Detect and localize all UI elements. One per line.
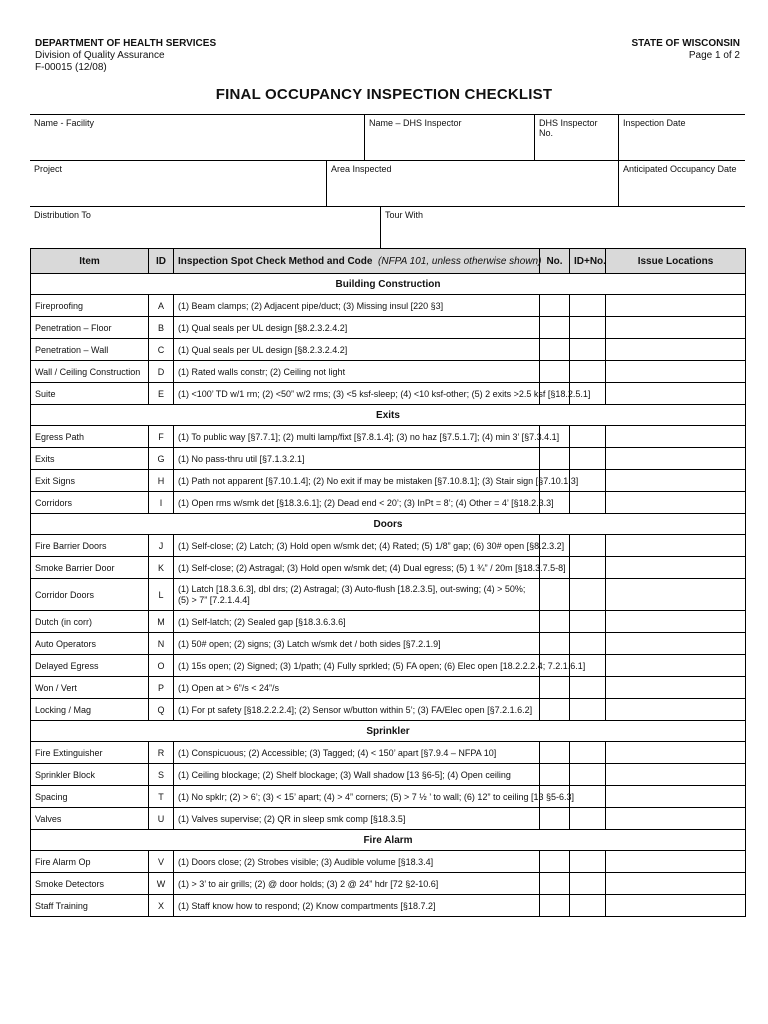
issue-locations-entry-cell[interactable] (606, 851, 746, 873)
table-row (31, 448, 746, 470)
method-cell: (1) Valves supervise; (2) QR in sleep smk comp [§18.3.5] (174, 808, 540, 830)
id-no-entry-cell[interactable] (570, 492, 606, 514)
table-row (31, 611, 746, 633)
method-cell: (1) Latch [18.3.6.3], dbl drs; (2) Astragal; (3) Auto-flush [18.2.3.5], out-swing; (4) > 50%; (5) > 7” [7.2.1.4.4] (174, 579, 540, 611)
id-cell: J (149, 535, 174, 557)
id-cell: S (149, 764, 174, 786)
id-column-header: ID (149, 249, 174, 274)
inspection-date-label: Inspection Date (623, 118, 686, 128)
item-cell: Suite (31, 383, 149, 405)
id-no-entry-cell[interactable] (570, 895, 606, 917)
issue-locations-entry-cell[interactable] (606, 655, 746, 677)
id-cell: X (149, 895, 174, 917)
area-inspected-label: Area Inspected (331, 164, 392, 174)
id-cell: G (149, 448, 174, 470)
method-cell: (1) Self-close; (2) Astragal; (3) Hold open w/smk det; (4) Dual egress; (5) 1 ¾” / 20m [§18.3.7.5-8] (174, 557, 540, 579)
facility-name-field[interactable] (30, 115, 364, 160)
id-no-entry-cell[interactable] (570, 873, 606, 895)
id-cell: B (149, 317, 174, 339)
id-cell: O (149, 655, 174, 677)
table-row (31, 535, 746, 557)
issue-locations-column-header: Issue Locations (606, 249, 746, 274)
no-entry-cell[interactable] (540, 764, 570, 786)
inspection-date-field[interactable] (618, 115, 745, 160)
table-row (31, 895, 746, 917)
method-cell: (1) Qual seals per UL design [§8.2.3.2.4.2] (174, 339, 540, 361)
id-no-entry-cell[interactable] (570, 764, 606, 786)
item-cell: Penetration – Floor (31, 317, 149, 339)
method-cell: (1) Rated walls constr; (2) Ceiling not light (174, 361, 540, 383)
item-cell: Staff Training (31, 895, 149, 917)
id-cell: P (149, 677, 174, 699)
table-row (31, 361, 746, 383)
id-no-entry-cell[interactable] (570, 742, 606, 764)
inspection-checklist-table (30, 248, 746, 917)
method-cell: (1) No pass-thru util [§7.1.3.2.1] (174, 448, 540, 470)
method-cell: (1) Self-latch; (2) Sealed gap [§18.3.6.3.6] (174, 611, 540, 633)
section-title: Exits (31, 405, 746, 426)
occupancy-date-label: Anticipated Occupancy Date (623, 164, 737, 174)
method-header-note: (NFPA 101, unless otherwise shown) (378, 255, 542, 267)
form-title: FINAL OCCUPANCY INSPECTION CHECKLIST (215, 86, 553, 103)
method-column-header (174, 249, 540, 274)
id-cell: K (149, 557, 174, 579)
dhs-inspector-name-label: Name – DHS Inspector (369, 118, 462, 128)
id-cell: Q (149, 699, 174, 721)
table-row (31, 383, 746, 405)
id-cell: R (149, 742, 174, 764)
id-no-entry-cell[interactable] (570, 851, 606, 873)
project-field[interactable] (30, 161, 326, 206)
item-cell: Valves (31, 808, 149, 830)
id-no-entry-cell[interactable] (570, 677, 606, 699)
item-cell: Locking / Mag (31, 699, 149, 721)
table-row (31, 764, 746, 786)
department-name: DEPARTMENT OF HEALTH SERVICES (35, 38, 217, 49)
method-cell: (1) Staff know how to respond; (2) Know compartments [§18.7.2] (174, 895, 540, 917)
id-cell: E (149, 383, 174, 405)
id-cell: F (149, 426, 174, 448)
dhs-inspector-name-field[interactable] (364, 115, 534, 160)
item-cell: Fire Alarm Op (31, 851, 149, 873)
field-row-1 (30, 114, 745, 160)
issue-locations-entry-cell[interactable] (606, 448, 746, 470)
method-cell: (1) Open at > 6”/s < 24”/s (174, 677, 540, 699)
issue-locations-entry-cell[interactable] (606, 742, 746, 764)
state-header (631, 38, 740, 62)
id-cell: D (149, 361, 174, 383)
item-cell: Fireproofing (31, 295, 149, 317)
section-header-row (31, 274, 746, 295)
table-row (31, 557, 746, 579)
method-cell: (1) Conspicuous; (2) Accessible; (3) Tagged; (4) < 150’ apart [§7.9.4 – NFPA 10] (174, 742, 540, 764)
item-cell: Auto Operators (31, 633, 149, 655)
method-cell: (1) No spklr; (2) > 6’; (3) < 15’ apart; (4) > 4” corners; (5) > 7 ½ ’ to wall; (6) 12” to ceiling [13 §5-6.3] (174, 786, 540, 808)
no-entry-cell[interactable] (540, 851, 570, 873)
item-cell: Exits (31, 448, 149, 470)
item-column-header: Item (31, 249, 149, 274)
table-header-row (31, 249, 746, 274)
no-entry-cell[interactable] (540, 699, 570, 721)
tour-with-field[interactable] (380, 207, 745, 251)
state-name: STATE OF WISCONSIN (631, 38, 740, 49)
item-cell: Exit Signs (31, 470, 149, 492)
id-no-entry-cell[interactable] (570, 808, 606, 830)
no-entry-cell[interactable] (540, 295, 570, 317)
table-row (31, 426, 746, 448)
issue-locations-entry-cell[interactable] (606, 361, 746, 383)
item-cell: Egress Path (31, 426, 149, 448)
table-row (31, 699, 746, 721)
issue-locations-entry-cell[interactable] (606, 699, 746, 721)
no-entry-cell[interactable] (540, 317, 570, 339)
item-cell: Spacing (31, 786, 149, 808)
issue-locations-entry-cell[interactable] (606, 873, 746, 895)
item-cell: Dutch (in corr) (31, 611, 149, 633)
table-row (31, 633, 746, 655)
issue-locations-entry-cell[interactable] (606, 579, 746, 611)
id-cell: I (149, 492, 174, 514)
item-cell: Won / Vert (31, 677, 149, 699)
id-cell: C (149, 339, 174, 361)
method-cell: (1) Path not apparent [§7.10.1.4]; (2) No exit if may be mistaken [§7.10.8.1]; (3) Stair sign [§7.10.1.3] (174, 470, 540, 492)
id-cell: V (149, 851, 174, 873)
id-cell: A (149, 295, 174, 317)
id-no-entry-cell[interactable] (570, 448, 606, 470)
project-label: Project (34, 164, 63, 174)
method-cell: (1) For pt safety [§18.2.2.2.4]; (2) Sensor w/button within 5’; (3) FA/Elec open [§7.2.1.6.2] (174, 699, 540, 721)
no-entry-cell[interactable] (540, 808, 570, 830)
no-entry-cell[interactable] (540, 633, 570, 655)
table-row (31, 851, 746, 873)
distribution-label: Distribution To (34, 210, 91, 220)
item-cell: Smoke Barrier Door (31, 557, 149, 579)
no-entry-cell[interactable] (540, 873, 570, 895)
no-entry-cell[interactable] (540, 895, 570, 917)
section-header-row (31, 514, 746, 535)
no-entry-cell[interactable] (540, 579, 570, 611)
id-cell: L (149, 579, 174, 611)
issue-locations-entry-cell[interactable] (606, 808, 746, 830)
item-cell: Wall / Ceiling Construction (31, 361, 149, 383)
method-cell: (1) Self-close; (2) Latch; (3) Hold open w/smk det; (4) Rated; (5) 1/8” gap; (6) 30# open [§8.2.3.2] (174, 535, 540, 557)
id-cell: M (149, 611, 174, 633)
id-no-entry-cell[interactable] (570, 339, 606, 361)
item-cell: Sprinkler Block (31, 764, 149, 786)
issue-locations-entry-cell[interactable] (606, 557, 746, 579)
item-cell: Delayed Egress (31, 655, 149, 677)
method-cell: (1) <100’ TD w/1 rm; (2) <50” w/2 rms; (3) <5 ksf-sleep; (4) <10 ksf-other; (5) 2 exits >2.5 ksf [§18.2.5.1] (174, 383, 540, 405)
issue-locations-entry-cell[interactable] (606, 426, 746, 448)
issue-locations-entry-cell[interactable] (606, 383, 746, 405)
id-no-entry-cell[interactable] (570, 611, 606, 633)
item-cell: Fire Barrier Doors (31, 535, 149, 557)
dhs-inspector-number-field[interactable] (534, 115, 618, 160)
section-title: Fire Alarm (31, 830, 746, 851)
table-row (31, 579, 746, 611)
table-row (31, 339, 746, 361)
issue-locations-entry-cell[interactable] (606, 764, 746, 786)
id-no-entry-cell[interactable] (570, 786, 606, 808)
item-cell: Fire Extinguisher (31, 742, 149, 764)
id-cell: H (149, 470, 174, 492)
issue-locations-entry-cell[interactable] (606, 470, 746, 492)
id-no-entry-cell[interactable] (570, 699, 606, 721)
table-row (31, 786, 746, 808)
issue-locations-entry-cell[interactable] (606, 295, 746, 317)
method-cell: (1) To public way [§7.7.1]; (2) multi lamp/fixt [§7.8.1.4]; (3) no haz [§7.5.1.7]; (4) min 3’ [§7.3.4.1] (174, 426, 540, 448)
issue-locations-entry-cell[interactable] (606, 339, 746, 361)
issue-locations-entry-cell[interactable] (606, 786, 746, 808)
table-row (31, 317, 746, 339)
method-cell: (1) Ceiling blockage; (2) Shelf blockage; (3) Wall shadow [13 §6-5]; (4) Open ceiling (174, 764, 540, 786)
dhs-inspector-number-label: DHS Inspector No. (539, 118, 598, 138)
field-row-3 (30, 206, 745, 251)
id-cell: T (149, 786, 174, 808)
occupancy-date-field[interactable] (618, 161, 745, 206)
no-entry-cell[interactable] (540, 448, 570, 470)
area-inspected-field[interactable] (326, 161, 618, 206)
item-cell: Corridor Doors (31, 579, 149, 611)
section-title: Sprinkler (31, 721, 746, 742)
method-cell: (1) > 3’ to air grills; (2) @ door holds; (3) 2 @ 24” hdr [72 §2-10.6] (174, 873, 540, 895)
id-no-entry-cell[interactable] (570, 633, 606, 655)
id-no-entry-cell[interactable] (570, 557, 606, 579)
no-entry-cell[interactable] (540, 742, 570, 764)
no-entry-cell[interactable] (540, 677, 570, 699)
id-no-entry-cell[interactable] (570, 295, 606, 317)
method-cell: (1) Doors close; (2) Strobes visible; (3) Audible volume [§18.3.4] (174, 851, 540, 873)
section-header-row (31, 721, 746, 742)
tour-with-label: Tour With (385, 210, 424, 220)
method-header-text: Inspection Spot Check Method and Code (178, 255, 373, 267)
issue-locations-entry-cell[interactable] (606, 633, 746, 655)
no-entry-cell[interactable] (540, 361, 570, 383)
issue-locations-entry-cell[interactable] (606, 492, 746, 514)
method-cell: (1) Qual seals per UL design [§8.2.3.2.4.2] (174, 317, 540, 339)
id-no-column-header: ID+No. (570, 249, 606, 274)
method-cell: (1) 15s open; (2) Signed; (3) 1/path; (4) Fully sprkled; (5) FA open; (6) Elec open [18.2.2.2.4; 7.2.1.6.1] (174, 655, 540, 677)
item-cell: Corridors (31, 492, 149, 514)
method-cell: (1) 50# open; (2) signs; (3) Latch w/smk det / both sides [§7.2.1.9] (174, 633, 540, 655)
table-row (31, 655, 746, 677)
method-cell: (1) Open rms w/smk det [§18.3.6.1]; (2) Dead end < 20’; (3) InPt = 8’; (4) Other = 4’ [§18.2.3.3] (174, 492, 540, 514)
issue-locations-entry-cell[interactable] (606, 317, 746, 339)
table-row (31, 295, 746, 317)
facility-name-label: Name - Facility (34, 118, 95, 128)
id-no-entry-cell[interactable] (570, 361, 606, 383)
field-row-2 (30, 160, 745, 206)
id-no-entry-cell[interactable] (570, 426, 606, 448)
table-row (31, 677, 746, 699)
method-cell: (1) Beam clamps; (2) Adjacent pipe/duct; (3) Missing insul [220 §3] (174, 295, 540, 317)
agency-header (35, 38, 216, 74)
id-no-entry-cell[interactable] (570, 535, 606, 557)
table-row (31, 742, 746, 764)
division-name: Division of Quality Assurance (35, 50, 165, 61)
item-cell: Penetration – Wall (31, 339, 149, 361)
id-no-entry-cell[interactable] (570, 579, 606, 611)
distribution-field[interactable] (30, 207, 380, 251)
section-title: Building Construction (31, 274, 746, 295)
issue-locations-entry-cell[interactable] (606, 895, 746, 917)
section-header-row (31, 405, 746, 426)
id-cell: W (149, 873, 174, 895)
table-row (31, 808, 746, 830)
form-number: F-00015 (12/08) (35, 62, 107, 73)
id-cell: U (149, 808, 174, 830)
no-entry-cell[interactable] (540, 339, 570, 361)
form-fields (30, 114, 745, 251)
table-row (31, 492, 746, 514)
page-number: Page 1 of 2 (688, 50, 740, 61)
section-title: Doors (31, 514, 746, 535)
id-cell: N (149, 633, 174, 655)
issue-locations-entry-cell[interactable] (606, 611, 746, 633)
section-header-row (31, 830, 746, 851)
issue-locations-entry-cell[interactable] (606, 677, 746, 699)
no-column-header: No. (540, 249, 570, 274)
id-no-entry-cell[interactable] (570, 317, 606, 339)
no-entry-cell[interactable] (540, 611, 570, 633)
table-row (31, 470, 746, 492)
item-cell: Smoke Detectors (31, 873, 149, 895)
issue-locations-entry-cell[interactable] (606, 535, 746, 557)
table-row (31, 873, 746, 895)
